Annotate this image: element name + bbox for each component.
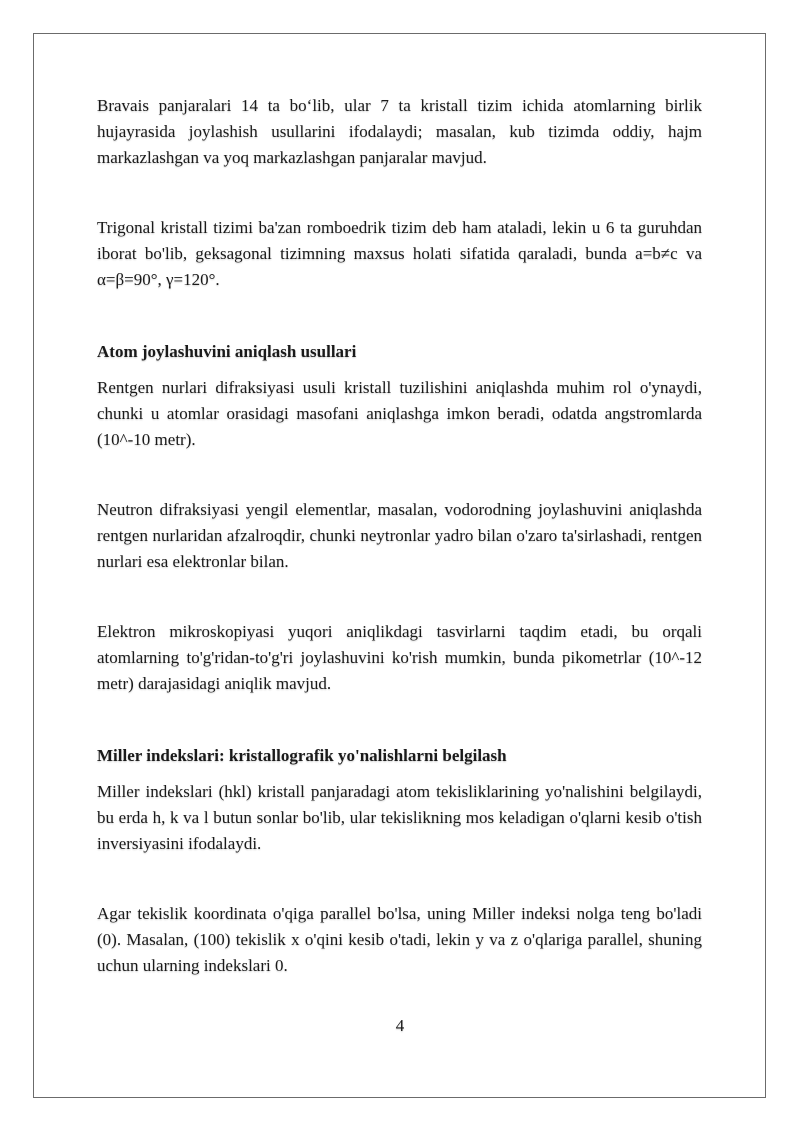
paragraph-neutron-diffraction: Neutron difraksiyasi yengil elementlar, masalan, vodorodning joylashuvini aniqlashda rentgen nurlaridan afzalroqdir, chunki neytronlar yadro bilan o'zaro ta'sirlashadi, rentgen nurlari esa elektronlar bilan. bbox=[97, 500, 702, 571]
paragraph-trigonal-system: Trigonal kristall tizimi ba'zan romboedrik tizim deb ham ataladi, lekin u 6 ta guruhdan iborat bo'lib, geksagonal tizimning maxsus holati sifatida qaraladi, bunda a=b≠c va α=β=90°, γ=120°. bbox=[97, 218, 702, 289]
heading-atom-position-methods: Atom joylashuvini aniqlash usullari bbox=[97, 342, 357, 361]
page-content bbox=[97, 93, 702, 979]
paragraph-xray-diffraction: Rentgen nurlari difraksiyasi usuli kristall tuzilishini aniqlashda muhim rol o'ynaydi, chunki u atomlar orasidagi masofani aniqlashga imkon beradi, odatda angstromlarda (10^-10 metr). bbox=[97, 378, 702, 449]
paragraph-bravais-lattices: Bravais panjaralari 14 ta bo‘lib, ular 7 ta kristall tizim ichida atomlarning birlik hujayrasida joylashish usullarini ifodalaydi; masalan, kub tizimda oddiy, hajm markazlashgan va yoq markazlashgan panjaralar mavjud. bbox=[97, 96, 702, 167]
paragraph-parallel-plane-index: Agar tekislik koordinata o'qiga parallel bo'lsa, uning Miller indeksi nolga teng bo'ladi (0). Masalan, (100) tekislik x o'qini kesib o'tadi, lekin y va z o'qlariga parallel, shuning uchun ularning indekslari 0. bbox=[97, 904, 702, 975]
paragraph-electron-microscopy: Elektron mikroskopiyasi yuqori aniqlikdagi tasvirlarni taqdim etadi, bu orqali atomlarning to'g'ridan-to'g'ri joylashuvini ko'rish mumkin, bunda pikometrlar (10^-12 metr) darajasidagi aniqlik mavjud. bbox=[97, 622, 702, 693]
paragraph-miller-indices-definition: Miller indekslari (hkl) kristall panjaradagi atom tekisliklarining yo'nalishini belgilaydi, bu erda h, k va l butun sonlar bo'lib, ular tekislikning mos keladigan o'qlarni kesib o'tish inversiyasini ifodalaydi. bbox=[97, 782, 702, 853]
page-number: 4 bbox=[395, 1016, 405, 1035]
heading-miller-indices: Miller indekslari: kristallografik yo'nalishlarni belgilash bbox=[97, 746, 507, 765]
